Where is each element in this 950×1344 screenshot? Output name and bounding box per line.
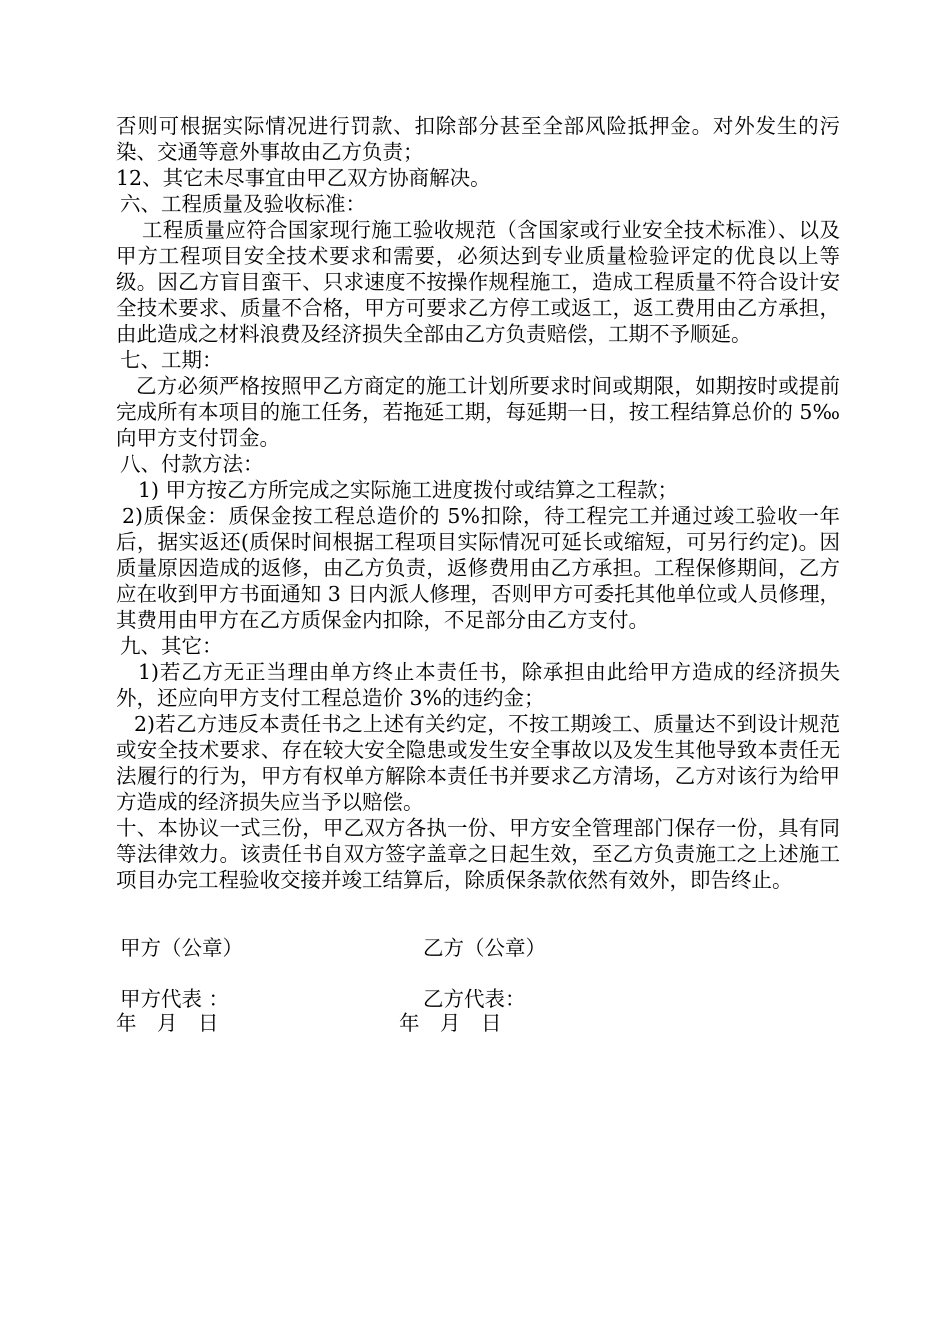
section-6-heading: 六、工程质量及验收标准： xyxy=(120,192,366,216)
section-9-heading: 九、其它： xyxy=(120,634,223,658)
paragraph-penalty-continuation: 否则可根据实际情况进行罚款、扣除部分甚至全部风险抵押金。对外发生的污染、交通等意外事故由乙方负责； xyxy=(116,114,840,164)
document-body xyxy=(116,113,840,893)
party-a-date: 年 月 日 xyxy=(116,1011,219,1035)
section-8-item-1: 1) 甲方按乙方所完成之实际施工进度拨付或结算之工程款； xyxy=(138,478,679,502)
party-a-representative: 甲方代表 ： xyxy=(120,987,230,1011)
section-7-body: 乙方必须严格按照甲乙方商定的施工计划所要求时间或期限，如期按时或提前完成所有本项目的施工任务，若拖延工期，每延期一日，按工程结算总价的 5‰向甲方支付罚金。 xyxy=(116,374,840,450)
clause-12: 12、其它未尽事宜由甲乙双方协商解决。 xyxy=(116,166,491,190)
section-9-item-1: 1)若乙方无正当理由单方终止本责任书，除承担由此给甲方造成的经济损失外，还应向甲方支付工程总造价 3%的违约金； xyxy=(116,660,840,710)
section-9-item-2: 2)若乙方违反本责任书之上述有关约定，不按工期竣工、质量达不到设计规范或安全技术要求、存在较大安全隐患或发生安全事故以及发生其他导致本责任无法履行的行为，甲方有权单方解除本责任书并要求乙方清场，乙方对该行为给甲方造成的经济损失应当予以赔偿。 xyxy=(116,712,840,814)
section-6-body: 工程质量应符合国家现行施工验收规范（含国家或行业安全技术标准）、以及甲方工程项目安全技术要求和需要，必须达到专业质量检验评定的优良以上等级。因乙方盲目蛮干、只求速度不按操作规程施工，造成工程质量不符合设计安全技术要求、质量不合格，甲方可要求乙方停工或返工，返工费用由乙方承担，由此造成之材料浪费及经济损失全部由乙方负责赔偿，工期不予顺延。 xyxy=(116,218,840,346)
section-8-heading: 八、付款方法： xyxy=(120,452,264,476)
party-b-date: 年 月 日 xyxy=(399,1011,502,1035)
section-10: 十、本协议一式三份，甲乙双方各执一份、甲方安全管理部门保存一份，具有同等法律效力。该责任书自双方签字盖章之日起生效，至乙方负责施工之上述施工项目办完工程验收交接并竣工结算后，除质保条款依然有效外，即告终止。 xyxy=(116,816,840,892)
party-b-representative: 乙方代表： xyxy=(423,987,526,1011)
section-8-item-2: 2)质保金：质保金按工程总造价的 5%扣除，待工程完工并通过竣工验收一年后，据实返还(质保时间根据工程项目实际情况可延长或缩短，可另行约定)。因质量原因造成的返修，由乙方负责，返修费用由乙方承担。工程保修期间，乙方应在收到甲方书面通知 3 日内派人修理，否则甲方可委托其他单位或人员修理，其费用由甲方在乙方质保金内扣除，不足部分由乙方支付。 xyxy=(116,504,840,632)
party-b-seal: 乙方（公章） xyxy=(423,936,546,960)
section-7-heading: 七、工期： xyxy=(120,348,223,372)
party-a-seal: 甲方（公章） xyxy=(120,936,243,960)
